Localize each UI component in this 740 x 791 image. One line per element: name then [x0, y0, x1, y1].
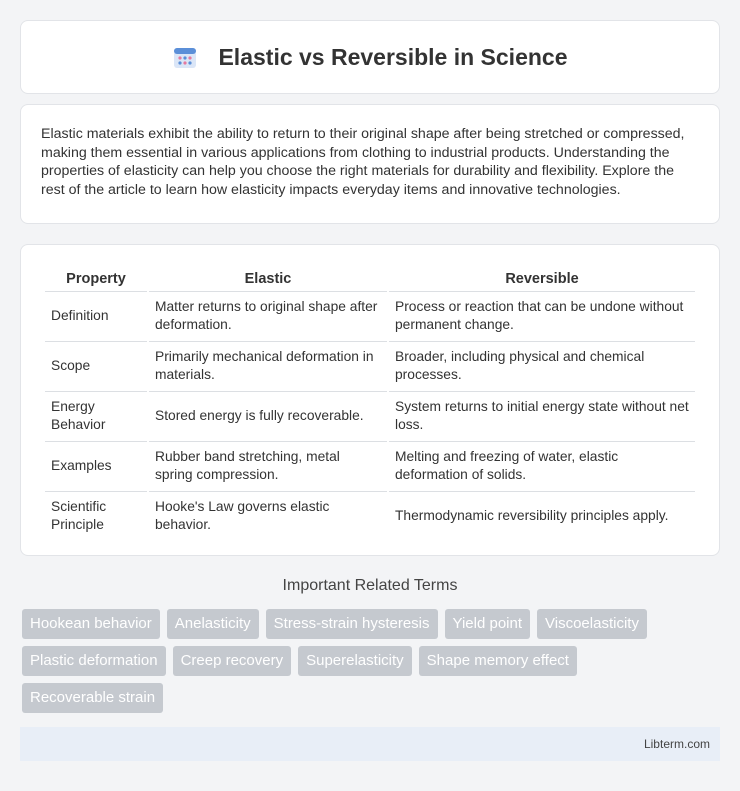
table-cell-reversible: Broader, including physical and chemical processes.	[389, 341, 695, 389]
table-cell-elastic: Hooke's Law governs elastic behavior.	[149, 491, 387, 539]
table-cell-property: Examples	[45, 441, 147, 489]
term-tag[interactable]: Yield point	[445, 609, 531, 639]
table-cell-reversible: Thermodynamic reversibility principles apply.	[389, 491, 695, 539]
term-tag[interactable]: Shape memory effect	[419, 646, 577, 676]
term-tag[interactable]: Recoverable strain	[22, 683, 163, 713]
table-header-row	[45, 267, 695, 289]
table-cell-elastic: Primarily mechanical deformation in materials.	[149, 341, 387, 389]
table-cell-property: Scope	[45, 341, 147, 389]
intro-paragraph: Elastic materials exhibit the ability to return to their original shape after being stretched or compressed, making them essential in various applications from clothing to industrial products. Understanding the properties of elasticity can help you choose the right materials for durability and flexibility. Explore the rest of the article to learn how elasticity impacts everyday items and innovative technologies.	[41, 126, 685, 198]
term-tag[interactable]: Hookean behavior	[22, 609, 160, 639]
term-tag[interactable]: Plastic deformation	[22, 646, 166, 676]
column-header-elastic: Elastic	[244, 271, 292, 287]
table-row	[45, 291, 695, 339]
table-row	[45, 341, 695, 389]
table-cell-elastic: Rubber band stretching, metal spring compression.	[149, 441, 387, 489]
table-cell-property: Energy Behavior	[45, 391, 147, 439]
table-cell-property: Definition	[45, 291, 147, 339]
term-tag[interactable]: Creep recovery	[173, 646, 292, 676]
calendar-grid-icon	[172, 44, 198, 70]
intro-card	[20, 104, 720, 224]
column-header-reversible: Reversible	[505, 271, 579, 287]
term-tag[interactable]: Viscoelasticity	[537, 609, 647, 639]
footer-site-link[interactable]: Libterm.com	[643, 737, 710, 751]
table-cell-elastic: Stored energy is fully recoverable.	[149, 391, 387, 439]
comparison-table-card	[20, 244, 720, 556]
column-header-property: Property	[66, 271, 126, 287]
term-tag[interactable]: Anelasticity	[167, 609, 259, 639]
table-cell-reversible: Melting and freezing of water, elastic deformation of solids.	[389, 441, 695, 489]
related-terms-title: Important Related Terms	[282, 577, 458, 594]
table-cell-property: Scientific Principle	[45, 491, 147, 539]
term-tag[interactable]: Stress-strain hysteresis	[266, 609, 438, 639]
header-card	[20, 20, 720, 94]
page-title: Elastic vs Reversible in Science	[218, 43, 568, 70]
table-cell-reversible: System returns to initial energy state without net loss.	[389, 391, 695, 439]
table-row	[45, 441, 695, 489]
comparison-table	[43, 265, 697, 541]
table-cell-reversible: Process or reaction that can be undone without permanent change.	[389, 291, 695, 339]
term-tag[interactable]: Superelasticity	[298, 646, 412, 676]
table-row	[45, 491, 695, 539]
related-terms-list	[22, 609, 722, 720]
footer	[20, 727, 720, 761]
table-cell-elastic: Matter returns to original shape after deformation.	[149, 291, 387, 339]
table-row	[45, 391, 695, 439]
